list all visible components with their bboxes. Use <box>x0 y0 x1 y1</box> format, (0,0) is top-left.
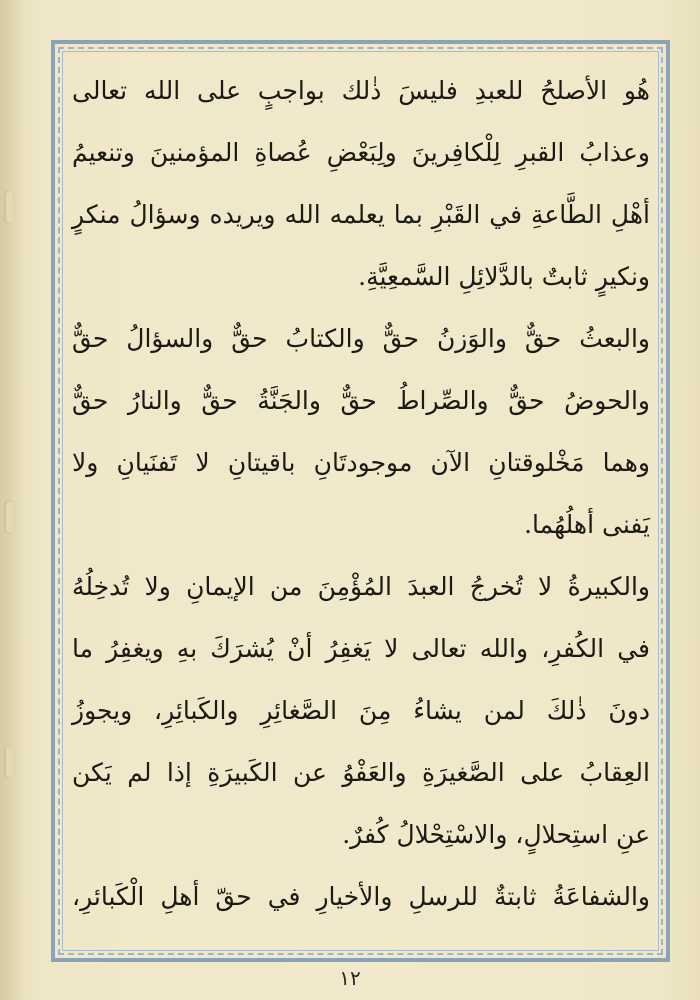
text-line: العِقابُ على الصَّغيرَةِ والعَفْوُ عن الكَبيرَةِ إذا لم يَكن <box>72 758 650 787</box>
text-line: أهْلِ الطَّاعةِ في القَبْرِ بما يعلمه الله ويريده وسؤالُ منكرٍ <box>72 200 650 229</box>
text-line: دونَ ذٰلكَ لمن يشاءُ مِنَ الصَّغائِرِ والكَبائِرِ، ويجوزُ <box>72 696 650 725</box>
text-line: والبعثُ حقٌّ والوَزنُ حقٌّ والكتابُ حقٌّ والسؤالُ حقٌّ <box>72 324 650 353</box>
text-line: ونكيرٍ ثابتٌ بالدَّلائِلِ السَّمعِيَّةِ. <box>358 262 650 291</box>
text-line: والحوضُ حقٌّ والصِّراطُ حقٌّ والجَنَّةُ حقٌّ والنارُ حقٌّ <box>72 386 650 415</box>
binding-hole <box>4 500 14 534</box>
text-line: والشفاعَةُ ثابتةٌ للرسلِ والأخيارِ في حقّ أهلِ الْكَبائرِ، <box>72 882 650 911</box>
binding-hole <box>4 190 14 224</box>
text-line: هُو الأصلحُ للعبدِ فليسَ ذٰلك بواجبٍ على الله تعالى <box>72 76 650 105</box>
text-line: والكبيرةُ لا تُخرجُ العبدَ المُؤْمِنَ من الإيمانِ ولا تُدخِلُهُ <box>72 572 650 601</box>
text-line: يَفنى أهلُهُما. <box>524 510 650 539</box>
text-line: وعذابُ القبرِ لِلْكافِرينَ ولِبَعْضِ عُصاةِ المؤمنينَ وتنعيمُ <box>72 138 650 167</box>
page-text <box>72 60 650 928</box>
text-line: وهما مَخْلوقتانِ الآن موجودتَانِ باقيتانِ لا تَفنَيانِ ولا <box>72 448 650 477</box>
text-line: في الكُفرِ، والله تعالى لا يَغفِرُ أنْ يُشرَكَ بهِ ويغفِرُ ما <box>72 634 650 663</box>
binding-hole <box>4 745 14 779</box>
page-number: ١٢ <box>339 966 361 990</box>
text-line: عنِ استِحلالٍ، والاسْتِحْلالُ كُفرٌ. <box>342 820 650 849</box>
